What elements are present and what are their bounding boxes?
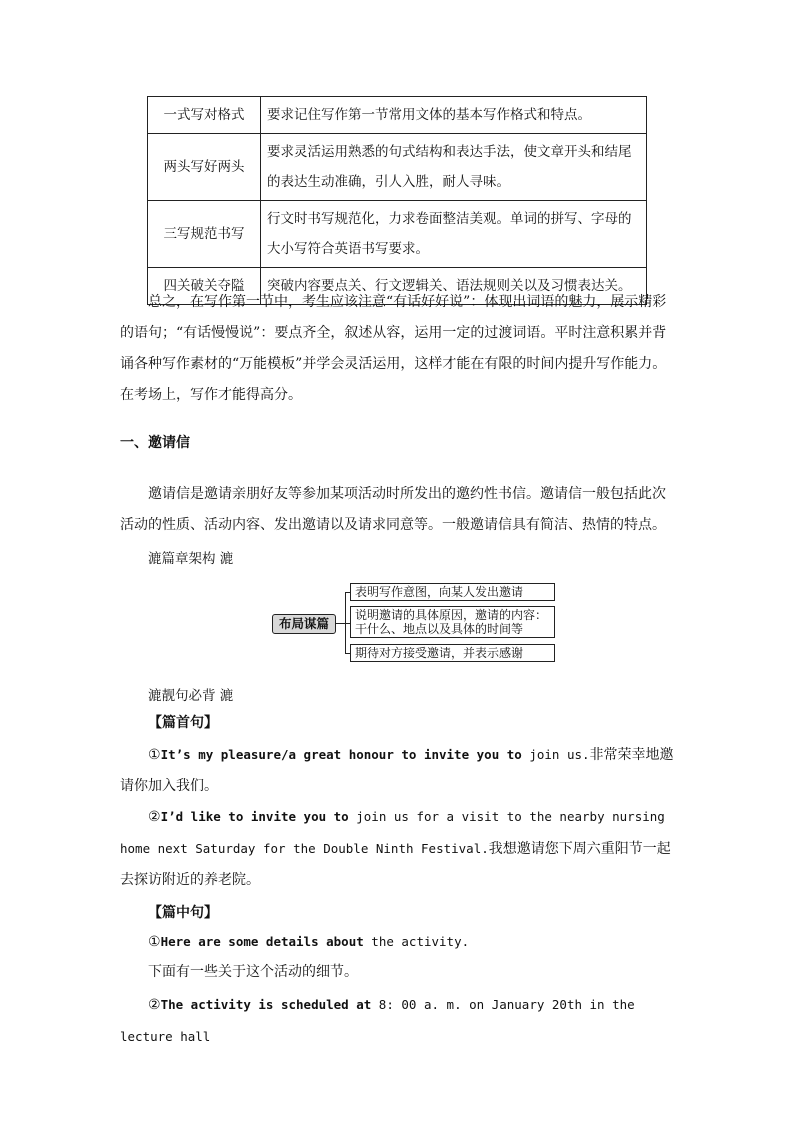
- sentence-number: ②: [148, 809, 161, 825]
- table-key: 三写规范书写: [148, 201, 261, 268]
- sentence-number: ①: [148, 747, 161, 763]
- table-text: 要求记住写作第一节常用文体的基本写作格式和特点。: [261, 97, 647, 134]
- table-text: 行文时书写规范化，力求卷面整洁美观。单词的拼写、字母的大小写符合英语书写要求。: [261, 201, 647, 268]
- table-key: 四关破关夺隘: [148, 268, 261, 305]
- sentence-number: ②: [148, 997, 161, 1013]
- sentences-label: 漉靓句必背 漉: [148, 688, 234, 704]
- sentence-key-phrase: Here are some details about: [160, 934, 364, 949]
- sentence-rest: the activity.: [363, 934, 470, 949]
- diagram-connector: [335, 623, 345, 624]
- opening-label: 【篇首句】: [148, 715, 218, 731]
- intro-paragraph: 邀请信是邀请亲朋好友等参加某项活动时所发出的邀约性书信。邀请信一般包括此次活动的性质、活动内容、发出邀请以及请求同意等。一般邀请信具有简洁、热情的特点。: [120, 486, 666, 533]
- diagram-branch-2-line2: 干什么、地点以及具体的时间等: [355, 622, 524, 636]
- sentence-key-phrase: It’s my pleasure/a great honour to invite you to: [160, 747, 522, 762]
- sentence-translation: 非常荣幸地邀请你加入我们。: [120, 747, 674, 794]
- table-text: 要求灵活运用熟悉的句式结构和表达手法，使文章开头和结尾的表达生动准确，引人入胜，耐人寻味。: [261, 134, 647, 201]
- table-key: 一式写对格式: [148, 97, 261, 134]
- sentence-rest: join us.: [521, 747, 590, 762]
- structure-diagram: [272, 582, 557, 664]
- sentence-1: [120, 739, 675, 802]
- table-row: [148, 97, 647, 134]
- table-row: [148, 201, 647, 268]
- sentence-rest: 8: 00 a. m. on January 20th in the lecture hall: [120, 997, 635, 1044]
- sentence-translation: 我想邀请您下周六重阳节一起去探访附近的养老院。: [120, 841, 671, 888]
- diagram-branch-1: 表明写作意图，向某人发出邀请: [350, 583, 555, 601]
- sentence-2: [120, 801, 675, 896]
- diagram-branch-3: 期待对方接受邀请，并表示感谢: [350, 644, 555, 662]
- diagram-branch-2-line1: 说明邀请的具体原因，邀请的内容：: [355, 608, 548, 622]
- table-key: 两头写好两头: [148, 134, 261, 201]
- table-text: 突破内容要点关、行文逻辑关、语法规则关以及习惯表达关。: [261, 268, 647, 305]
- sentence-number: ①: [148, 934, 161, 950]
- sentence-rest: join us for a visit to the nearby nursing home next Saturday for the Double Ninth Festival.: [120, 809, 665, 856]
- four-steps-table: [147, 96, 647, 305]
- table-row: [148, 134, 647, 201]
- summary-paragraph: 总之，在写作第一节中，考生应该注意“有话好好说”：体现出词语的魅力，展示精彩的语句；“有话慢慢说”：要点齐全，叙述从容，运用一定的过渡词语。平时注意积累并背诵各种写作素材的“万能模板”并学会灵活运用，这样才能在有限的时间内提升写作能力。在考场上，写作才能得高分。: [120, 294, 667, 403]
- sentence-key-phrase: I’d like to invite you to: [160, 809, 349, 824]
- sentence-key-phrase: The activity is scheduled at: [160, 997, 372, 1012]
- sentence-3: [120, 926, 675, 958]
- sentence-4: [120, 989, 675, 1053]
- section-title: 一、邀请信: [120, 435, 190, 451]
- diagram-center: 布局谋篇: [272, 614, 336, 634]
- diagram-branch-2: [350, 606, 555, 638]
- structure-label: 漉篇章架构 漉: [148, 551, 234, 567]
- middle-label: 【篇中句】: [148, 905, 218, 921]
- sentence-3-translation: 下面有一些关于这个活动的细节。: [148, 964, 358, 980]
